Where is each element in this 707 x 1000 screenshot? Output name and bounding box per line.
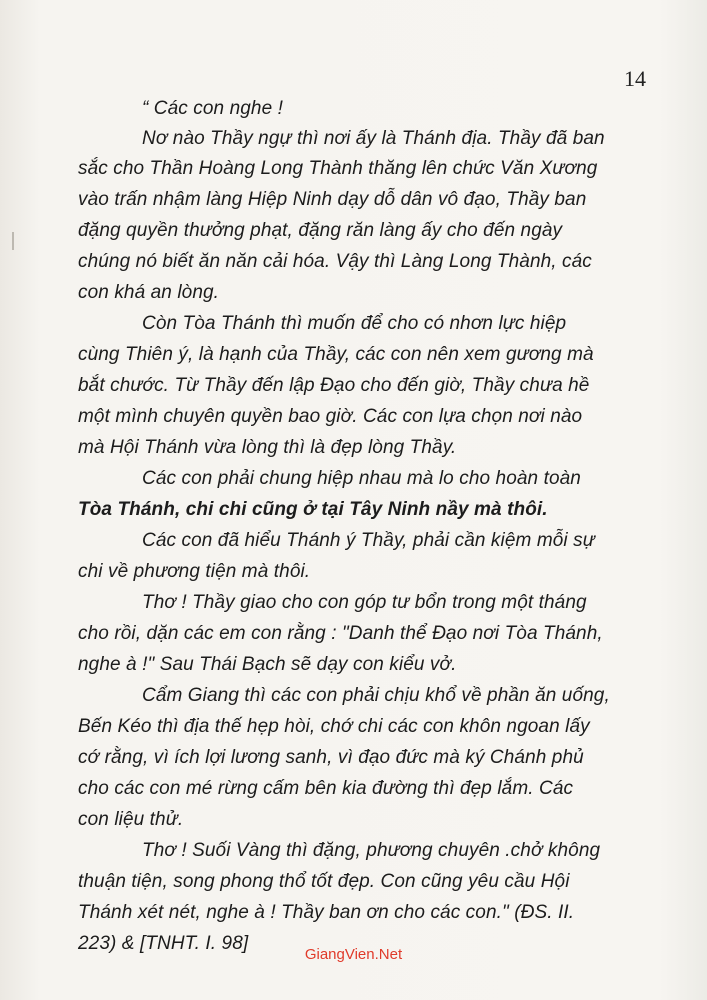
- text-line: sắc cho Thần Hoàng Long Thành thăng lên chức Văn Xương: [78, 158, 598, 179]
- text-line: cho rồi, dặn các em con rằng : "Danh thể Đạo nơi Tòa Thánh,: [78, 623, 603, 644]
- text-line: Còn Tòa Thánh thì muốn để cho có nhơn lực hiệp: [142, 313, 567, 334]
- text-line: “ Các con nghe !: [142, 98, 284, 119]
- text-line: cùng Thiên ý, là hạnh của Thầy, các con nên xem gương mà: [78, 344, 594, 365]
- text-line: cớ rằng, vì ích lợi lương sanh, vì đạo đức mà ký Chánh phủ: [78, 747, 584, 768]
- text-line: bắt chước. Từ Thầy đến lập Đạo cho đến giờ, Thầy chưa hề: [78, 375, 590, 396]
- text-line: Bến Kéo thì địa thế hẹp hòi, chớ chi các con khôn ngoan lấy: [78, 716, 590, 737]
- text-line: vào trấn nhậm làng Hiệp Ninh dạy dỗ dân vô đạo, Thầy ban: [78, 189, 587, 210]
- text-line: nghe à !" Sau Thái Bạch sẽ dạy con kiểu vở.: [78, 654, 457, 675]
- text-line: Thơ ! Suối Vàng thì đặng, phương chuyên .chở không: [142, 840, 601, 861]
- text-line: cho các con mé rừng cấm bên kia đường thì đẹp lắm. Các: [78, 778, 574, 799]
- watermark-link[interactable]: GiangVien.Net: [304, 946, 403, 963]
- text-line-bold: Tòa Thánh, chi chi cũng ở tại Tây Ninh nầy mà thôi.: [78, 499, 548, 520]
- text-line: Cẩm Giang thì các con phải chịu khổ về phần ăn uống,: [142, 685, 610, 706]
- text-line: con khá an lòng.: [78, 282, 220, 303]
- text-line: đặng quyền thưởng phạt, đặng răn làng ấy cho đến ngày: [78, 220, 563, 241]
- text-line: một mình chuyên quyền bao giờ. Các con lựa chọn nơi nào: [78, 406, 583, 427]
- text-line: Các con đã hiểu Thánh ý Thầy, phải cần kiệm mỗi sự: [142, 530, 595, 551]
- text-line: Nơ nào Thầy ngự thì nơi ấy là Thánh địa. Thầy đã ban: [142, 128, 605, 149]
- text-line: chi về phương tiện mà thôi.: [78, 561, 311, 582]
- text-line: thuận tiện, song phong thổ tốt đẹp. Con cũng yêu cầu Hội: [78, 871, 570, 892]
- page-edge-mark: [12, 232, 14, 250]
- text-line: con liệu thử.: [78, 809, 184, 830]
- text-line: Các con phải chung hiệp nhau mà lo cho hoàn toàn: [142, 468, 581, 489]
- text-line: Thơ ! Thầy giao cho con góp tư bổn trong một tháng: [142, 592, 587, 613]
- text-line: Thánh xét nét, nghe à ! Thầy ban ơn cho các con." (ĐS. II.: [78, 902, 575, 923]
- page-number: 14: [624, 66, 646, 91]
- text-line: 223) & [TNHT. I. 98]: [78, 933, 249, 954]
- text-line: chúng nó biết ăn năn cải hóa. Vậy thì Làng Long Thành, các: [78, 251, 592, 272]
- text-line: mà Hội Thánh vừa lòng thì là đẹp lòng Thầy.: [78, 437, 457, 458]
